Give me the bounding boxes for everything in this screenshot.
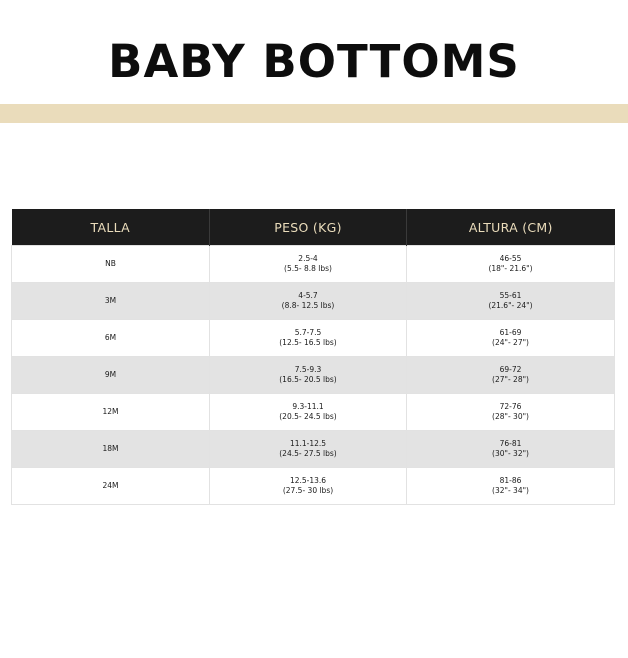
table-row bbox=[12, 357, 615, 394]
table-row bbox=[12, 394, 615, 431]
table-row bbox=[12, 431, 615, 468]
header-talla: TALLA bbox=[12, 209, 210, 246]
accent-band bbox=[0, 104, 628, 123]
cell-altura bbox=[407, 283, 615, 320]
cell-talla: 18M bbox=[12, 431, 210, 468]
altura-in: (24"- 27") bbox=[492, 338, 529, 347]
peso-kg: 7.5-9.3 bbox=[294, 365, 322, 374]
peso-lbs: (24.5- 27.5 lbs) bbox=[279, 449, 337, 458]
cell-altura bbox=[407, 394, 615, 431]
altura-in: (28"- 30") bbox=[492, 412, 529, 421]
cell-peso bbox=[210, 431, 407, 468]
altura-in: (32"- 34") bbox=[492, 486, 529, 495]
cell-talla: 12M bbox=[12, 394, 210, 431]
header-altura: ALTURA (CM) bbox=[407, 209, 615, 246]
peso-kg: 9.3-11.1 bbox=[292, 402, 324, 411]
altura-cm: 46-55 bbox=[499, 254, 522, 263]
peso-kg: 4-5.7 bbox=[298, 291, 318, 300]
cell-peso bbox=[210, 357, 407, 394]
table-header-row bbox=[12, 209, 615, 246]
peso-kg: 2.5-4 bbox=[298, 254, 318, 263]
altura-in: (30"- 32") bbox=[492, 449, 529, 458]
peso-kg: 5.7-7.5 bbox=[294, 328, 322, 337]
cell-peso bbox=[210, 394, 407, 431]
peso-lbs: (5.5- 8.8 lbs) bbox=[284, 264, 332, 273]
altura-in: (21.6"- 24") bbox=[488, 301, 533, 310]
peso-lbs: (20.5- 24.5 lbs) bbox=[279, 412, 337, 421]
altura-cm: 81-86 bbox=[499, 476, 522, 485]
cell-altura bbox=[407, 246, 615, 283]
altura-cm: 69-72 bbox=[499, 365, 522, 374]
peso-lbs: (27.5- 30 lbs) bbox=[282, 486, 334, 495]
cell-altura bbox=[407, 431, 615, 468]
cell-peso bbox=[210, 468, 407, 505]
cell-peso bbox=[210, 246, 407, 283]
cell-talla: NB bbox=[12, 246, 210, 283]
altura-in: (18"- 21.6") bbox=[488, 264, 533, 273]
table-row bbox=[12, 468, 615, 505]
cell-altura bbox=[407, 357, 615, 394]
peso-lbs: (12.5- 16.5 lbs) bbox=[279, 338, 337, 347]
altura-cm: 72-76 bbox=[499, 402, 522, 411]
cell-peso bbox=[210, 283, 407, 320]
table-row bbox=[12, 320, 615, 357]
size-chart-table bbox=[11, 209, 615, 505]
altura-cm: 76-81 bbox=[499, 439, 522, 448]
peso-kg: 12.5-13.6 bbox=[289, 476, 327, 485]
altura-cm: 55-61 bbox=[499, 291, 522, 300]
altura-cm: 61-69 bbox=[499, 328, 522, 337]
cell-altura bbox=[407, 468, 615, 505]
cell-talla: 9M bbox=[12, 357, 210, 394]
peso-lbs: (8.8- 12.5 lbs) bbox=[281, 301, 335, 310]
cell-peso bbox=[210, 320, 407, 357]
peso-lbs: (16.5- 20.5 lbs) bbox=[279, 375, 337, 384]
altura-in: (27"- 28") bbox=[492, 375, 529, 384]
cell-talla: 6M bbox=[12, 320, 210, 357]
peso-kg: 11.1-12.5 bbox=[289, 439, 327, 448]
header-peso: PESO (KG) bbox=[210, 209, 407, 246]
cell-talla: 24M bbox=[12, 468, 210, 505]
table-row bbox=[12, 283, 615, 320]
cell-talla: 3M bbox=[12, 283, 210, 320]
cell-altura bbox=[407, 320, 615, 357]
table-row bbox=[12, 246, 615, 283]
page-title: BABY BOTTOMS bbox=[108, 35, 520, 88]
